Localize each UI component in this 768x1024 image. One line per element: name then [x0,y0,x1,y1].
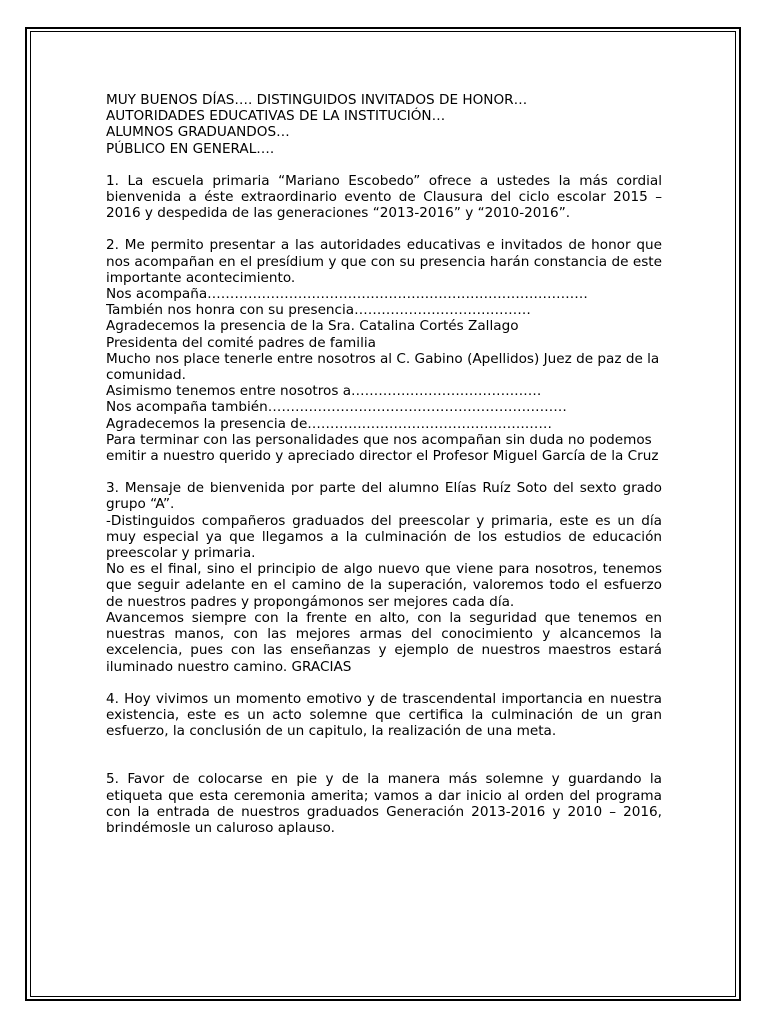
greeting-block [106,92,662,157]
section-3 [106,480,662,674]
speech-paragraph: No es el final, sino el principio de algo nuevo que viene para nosotros, tenemos que seguir adelante en el camino de la superación, valoremos todo el esfuerzo de nuestros padres y propongámonos ser mejores cada día. [106,561,662,610]
greeting-line: MUY BUENOS DÍAS…. DISTINGUIDOS INVITADOS DE HONOR… [106,92,528,108]
section-3-intro: 3. Mensaje de bienvenida por parte del alumno Elías Ruíz Soto del sexto grado grupo “A”. [106,480,662,513]
guest-line: También nos honra con su presencia………………………………… [106,302,531,319]
guest-line: Asimismo tenemos entre nosotros a…………………………………… [106,383,542,400]
guest-line: Nos acompaña también………………………………………………………… [106,399,567,416]
greeting-line: PÚBLICO EN GENERAL…. [106,140,275,157]
greeting-line: ALUMNOS GRADUANDOS… [106,124,290,141]
guest-line: Agradecemos la presencia de la Sra. Catalina Cortés Zallago [106,318,519,335]
guest-line: Agradecemos la presencia de……………………………………………… [106,415,552,432]
guest-line: Presidenta del comité padres de familia [106,334,376,351]
section-2-intro: 2. Me permito presentar a las autoridades educativas e invitados de honor que nos acompañan en el presídium y que con su presencia harán constancia de este importante acontecimiento. [106,237,662,286]
speech-paragraph: -Distinguidos compañeros graduados del preescolar y primaria, este es un día muy especial ya que llegamos a la culminación de los estudios de educación preescolar y primaria. [106,512,662,562]
section-5-paragraph: 5. Favor de colocarse en pie y de la manera más solemne y guardando la etiqueta que esta ceremonia amerita; vamos a dar inicio al orden del programa con la entrada de nuestros graduados Generación 2013-2016 y 2010 – 2016, brindémosle un caluroso aplauso. [106,771,662,836]
document-body [106,92,662,836]
greeting-line: AUTORIDADES EDUCATIVAS DE LA INSTITUCIÓN… [106,108,446,125]
speech-paragraph: Avancemos siempre con la frente en alto, con la seguridad que tenemos en nuestras manos, con las mejores armas del conocimiento y alcancemos la excelencia, pues con las enseñanzas y ejemplo de nuestros maestros estará iluminado nuestro camino. GRACIAS [106,609,662,675]
guest-line: Para terminar con las personalidades que nos acompañan sin duda no podemos emitir a nuestro querido y apreciado director el Profesor Miguel García de la Cruz [106,431,659,465]
section-2 [106,237,662,464]
section-4-paragraph: 4. Hoy vivimos un momento emotivo y de trascendental importancia en nuestra existencia, este es un acto solemne que certifica la culminación de un gran esfuerzo, la conclusión de un capitulo, la realización de una meta. [106,690,662,740]
guest-line: Mucho nos place tenerle entre nosotros al C. Gabino (Apellidos) Juez de paz de la comunidad. [106,350,660,384]
guest-line: Nos acompaña………………………………………………………………………… [106,286,588,303]
section-1-paragraph: 1. La escuela primaria “Mariano Escobedo” ofrece a ustedes la más cordial bienvenida a éste extraordinario evento de Clausura del ciclo escolar 2015 – 2016 y despedida de las generaciones “2013-2016” y “2010-2016”. [106,172,662,222]
